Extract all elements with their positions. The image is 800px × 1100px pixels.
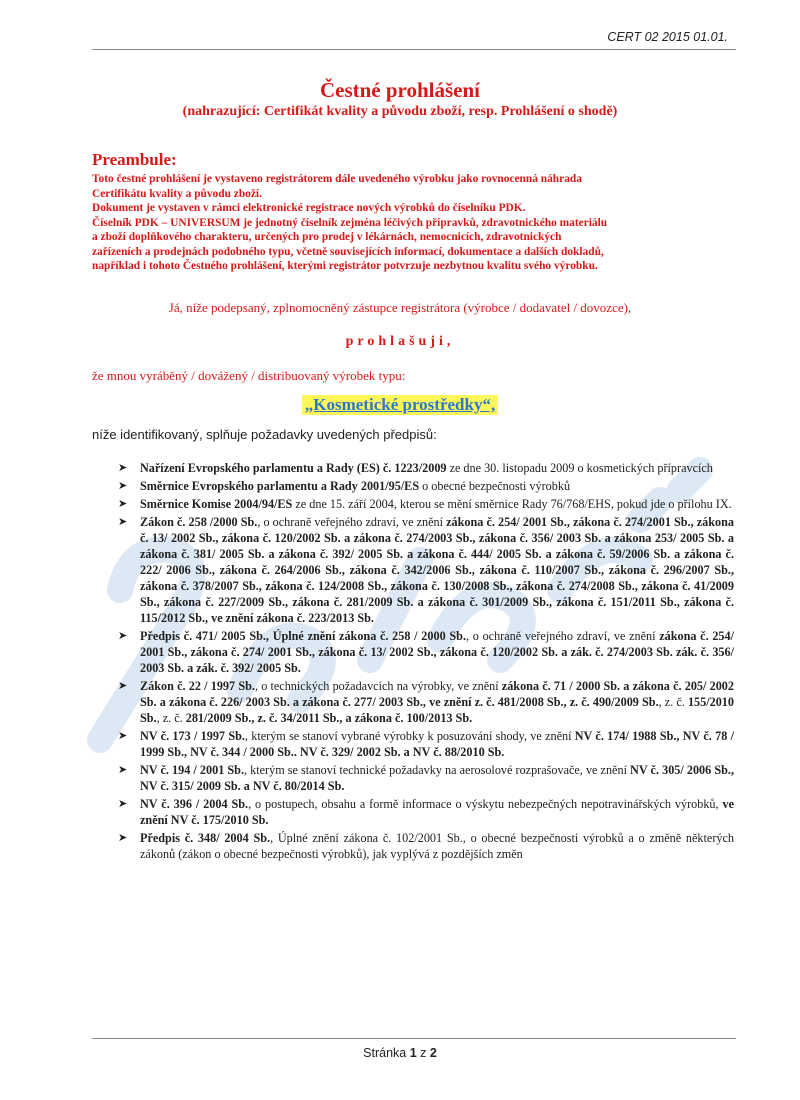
arrow-bullet-icon: ➤ xyxy=(118,462,128,474)
list-item: ➤ Směrnice Evropského parlamentu a Rady 2001/95/ES o obecné bezpečnosti výrobků xyxy=(118,479,571,493)
preamble-line: například i tohoto Čestného prohlášení, kterými registrátor potvrzuje nezbytnou kvalitu svého výrobku. xyxy=(92,260,598,272)
list-item: ➤ Zákon č. 22 / 1997 Sb., o technických požadavcích na výrobky, ve znění zákona č. 71 / 2000 Sb. a zákona č. 205/ 2002 Sb. a zákona č. 226/ 2003 Sb. a zákona č. 277/ 2003 Sb., ve znění z. č. 481/2008 Sb., z. č. 490/2009 Sb., z. č. 155/2010 Sb., z. č. 281/2009 Sb., z. č. 34/2011 Sb., a zákona č. 100/2013 Sb. xyxy=(118,679,734,725)
arrow-bullet-icon: ➤ xyxy=(118,730,128,742)
list-item: ➤ Nařízení Evropského parlamentu a Rady (ES) č. 1223/2009 ze dne 30. listopadu 2009 o kosmetických přípravcích xyxy=(118,461,713,475)
arrow-bullet-icon: ➤ xyxy=(118,832,128,844)
identified-line: níže identifikovaný, splňuje požadavky uvedených předpisů: xyxy=(92,427,437,442)
preamble-line: a zboží doplňkového charakteru, určených pro prodej v lékárnách, nemocnicích, zdravotnických xyxy=(92,231,562,243)
list-item: ➤ Zákon č. 258 /2000 Sb., o ochraně veřejného zdraví, ve znění zákona č. 254/ 2001 Sb., zákona č. 274/2001 Sb., zákona č. 13/ 2002 Sb., zákona č. 120/2002 Sb. a zákona č. 274/2003 Sb., zákona č. 356/ 2003 Sb. a zákona 253/ 2005 Sb. a zákona č. 381/ 2005 Sb. a zákona č. 392/ 2005 Sb. a zákona č. 444/ 2005 Sb. a zákona č. 59/2006 Sb. a zákona č. 222/ 2006 Sb., zákona č. 264/2006 Sb., zákona č. 342/2006 Sb., zákona č. 110/2007 Sb., zákona č. 296/2007 Sb., zákona č. 378/2007 Sb., zákona č. 124/2008 Sb., zákona č. 130/2008 Sb., zákona č. 274/2008 Sb., zákona č. 41/2009 Sb., zákona č. 227/2009 Sb., zákona č. 281/2009 Sb. a zákona č. 301/2009 Sb., zákona č. 151/2011 Sb., zákona č. 115/2012 Sb., ve znění zákona č. 223/2013 Sb. xyxy=(118,515,734,625)
page-footer xyxy=(0,1046,800,1060)
page-label: Stránka xyxy=(363,1046,407,1060)
header-divider xyxy=(92,49,736,50)
page-number: 1 xyxy=(409,1046,417,1060)
arrow-bullet-icon: ➤ xyxy=(118,516,128,528)
preamble-text xyxy=(92,172,752,274)
page-of: z xyxy=(420,1046,427,1060)
footer-divider xyxy=(92,1038,736,1039)
arrow-bullet-icon: ➤ xyxy=(118,480,128,492)
product-type: „Kosmetické prostředky“, xyxy=(302,395,498,415)
list-item: ➤ Předpis č. 471/ 2005 Sb., Úplné znění zákona č. 258 / 2000 Sb., o ochraně veřejného zdraví, ve znění zákona č. 254/ 2001 Sb., zákona č. 274/ 2001 Sb., zákona č. 13/ 2002 Sb., zákona č. 120/2002 Sb. a zák. č. 274/2003 Sb. zák. č. 356/ 2003 Sb. a zák. č. 392/ 2005 Sb. xyxy=(118,629,734,675)
preamble-line: zařízeních a prodejnách podobného typu, včetně souvisejících informací, dokumentace a dalších dokladů, xyxy=(92,245,604,258)
list-item: ➤ NV č. 194 / 2001 Sb., kterým se stanoví technické požadavky na aerosolové rozprašovače, ve znění NV č. 305/ 2006 Sb., NV č. 315/ 2009 Sb. a NV č. 80/2014 Sb. xyxy=(118,763,734,793)
product-line: že mnou vyráběný / dovážený / distribuovaný výrobek typu: xyxy=(92,368,406,383)
declarant-line: Já, níže podepsaný, zplnomocněný zástupce registrátora (výrobce / dodavatel / dovozce), xyxy=(168,300,632,315)
arrow-bullet-icon: ➤ xyxy=(118,498,128,510)
list-item: ➤ NV č. 173 / 1997 Sb., kterým se stanoví vybrané výrobky k posuzování shody, ve znění NV č. 174/ 1988 Sb., NV č. 78 / 1999 Sb., NV č. 344 / 2000 Sb.. NV č. 329/ 2002 Sb. a NV č. 88/2010 Sb. xyxy=(118,729,734,759)
list-item: ➤ Předpis č. 348/ 2004 Sb., Úplné znění zákona č. 102/2001 Sb., o obecné bezpečnosti výrobků a o změně některých zákonů (zákon o obecné bezpečnosti výrobků), jak vyplývá z pozdějších změn xyxy=(118,831,734,861)
arrow-bullet-icon: ➤ xyxy=(118,630,128,642)
preamble-line: Certifikátu kvality a původu zboží. xyxy=(92,187,262,200)
page-total: 2 xyxy=(429,1046,437,1060)
document-code: CERT 02 2015 01.01. xyxy=(607,30,728,44)
preamble-line: Toto čestné prohlášení je vystaveno registrátorem dále uvedeného výrobku jako rovnocenná náhrada xyxy=(92,173,582,185)
regulations-list xyxy=(118,460,734,864)
list-item: ➤ NV č. 396 / 2004 Sb., o postupech, obsahu a formě informace o výskytu nebezpečných nepotravinářských výrobků, ve znění NV č. 175/2010 Sb. xyxy=(118,797,734,827)
preamble-line: Dokument je vystaven v rámci elektronické registrace nových výrobků do číselníku PDK. xyxy=(92,202,526,214)
product-type-wrap xyxy=(0,395,800,415)
arrow-bullet-icon: ➤ xyxy=(118,680,128,692)
arrow-bullet-icon: ➤ xyxy=(118,798,128,810)
declare-heading: prohlašuji, xyxy=(345,334,455,349)
arrow-bullet-icon: ➤ xyxy=(118,764,128,776)
list-item: ➤ Směrnice Komise 2004/94/ES ze dne 15. září 2004, kterou se mění směrnice Rady 76/768/EHS, pokud jde o přílohu IX. xyxy=(118,497,732,511)
preamble-line: Číselník PDK – UNIVERSUM je jednotný číselník zejména léčivých přípravků, zdravotnického materiálu xyxy=(92,216,608,229)
page-subtitle: (nahrazující: Certifikát kvality a původu zboží, resp. Prohlášení o shodě) xyxy=(182,104,618,119)
page-title: Čestné prohlášení xyxy=(319,78,481,102)
preamble-heading: Preambule: xyxy=(92,150,177,169)
